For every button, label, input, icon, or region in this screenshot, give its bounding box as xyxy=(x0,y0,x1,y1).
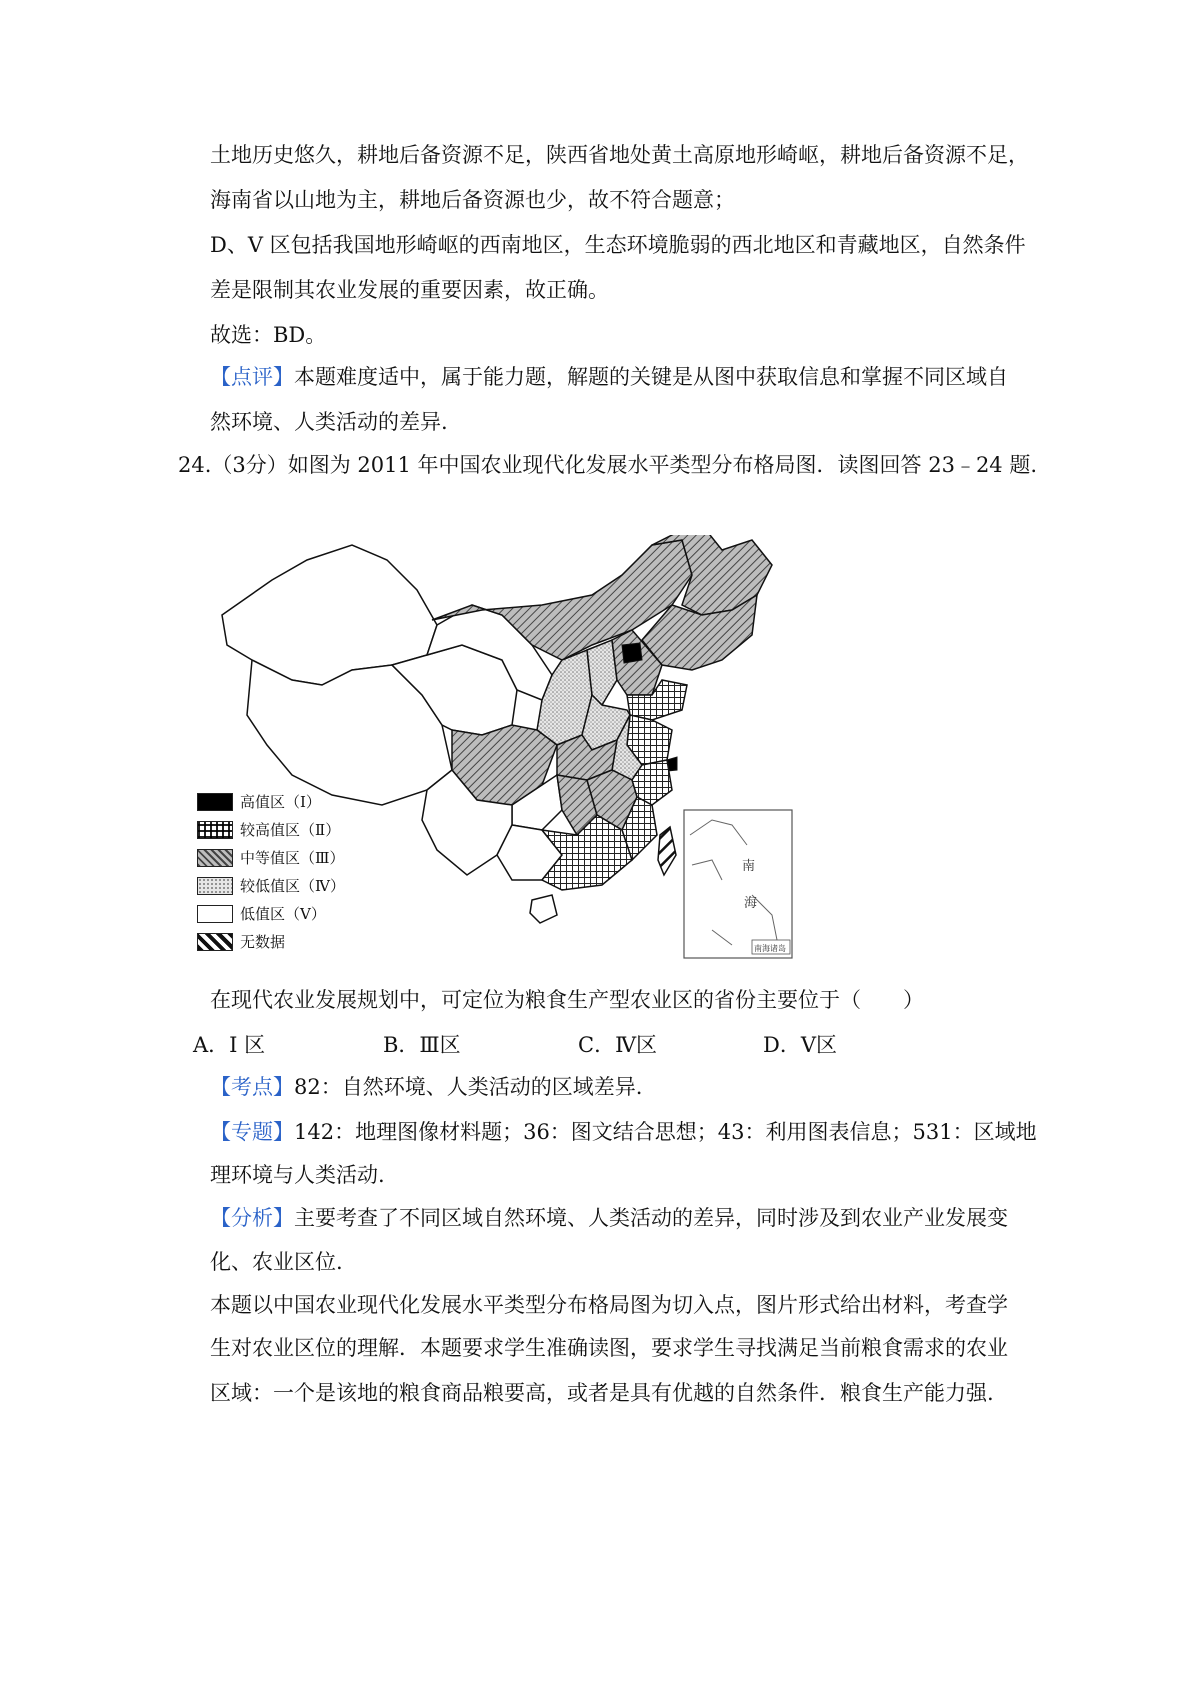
inset-label-sea2: 海 xyxy=(744,896,758,911)
review-line-2: 然环境、人类活动的差异. xyxy=(210,410,448,434)
analysis-body-line-3: 区域：一个是该地的粮食商品粮要高，或者是具有优越的自然条件．粮食生产能力强. xyxy=(210,1381,994,1405)
analysis-body-line-1: 本题以中国农业现代化发展水平类型分布格局图为切入点，图片形式给出材料，考查学 xyxy=(210,1293,1008,1317)
region-taiwan xyxy=(658,827,676,875)
legend-swatch-medium xyxy=(197,849,233,867)
option-a: A．I 区 xyxy=(193,1033,266,1057)
inset-label-sea1: 南 xyxy=(742,859,756,874)
prev-answer-line-2: 海南省以山地为主，耕地后备资源也少，故不符合题意； xyxy=(210,188,735,212)
inset-caption: 南海诸岛 xyxy=(754,944,786,953)
zhuanti-line-1 xyxy=(210,1117,1037,1147)
kaodian-line xyxy=(210,1072,642,1102)
option-c: C．Ⅳ区 xyxy=(578,1033,658,1057)
prev-answer-line-3: D、V 区包括我国地形崎岖的西南地区，生态环境脆弱的西北地区和青藏地区，自然条件 xyxy=(210,233,1026,257)
legend-swatch-no-data xyxy=(197,933,233,951)
question-stem: 在现代农业发展规划中，可定位为粮食生产型农业区的省份主要位于（ ） xyxy=(210,988,924,1012)
zhuanti-text: 142：地理图像材料题；36：图文结合思想；43：利用图表信息；531：区域地 xyxy=(294,1120,1037,1144)
legend-swatch-relatively-low xyxy=(197,877,233,895)
option-d: D．Ⅴ区 xyxy=(763,1033,838,1057)
legend-swatch-high xyxy=(197,793,233,811)
review-text: 本题难度适中，属于能力题，解题的关键是从图中获取信息和掌握不同区域自 xyxy=(294,365,1008,389)
kaodian-text: 82：自然环境、人类活动的区域差异. xyxy=(294,1075,643,1099)
review-tag: 【点评】 xyxy=(210,365,294,389)
prev-answer-choice: 故选：BD。 xyxy=(210,323,327,347)
legend-label-medium: 中等值区（Ⅲ） xyxy=(240,849,345,867)
prev-answer-line-4: 差是限制其农业发展的重要因素，故正确。 xyxy=(210,278,609,302)
legend-label-no-data: 无数据 xyxy=(240,933,286,951)
region-hainan xyxy=(530,895,557,923)
option-b: B．Ⅲ区 xyxy=(383,1033,461,1057)
legend-label-high: 高值区（Ⅰ） xyxy=(240,793,321,811)
legend-swatch-relatively-high xyxy=(197,821,233,839)
fenxi-text: 主要考查了不同区域自然环境、人类活动的差异，同时涉及到农业产业发展变 xyxy=(294,1206,1008,1230)
fenxi-line-2: 化、农业区位. xyxy=(210,1250,343,1274)
zhuanti-line-2: 理环境与人类活动. xyxy=(210,1163,385,1187)
analysis-body-line-2: 生对农业区位的理解．本题要求学生准确读图，要求学生寻找满足当前粮食需求的农业 xyxy=(210,1336,1008,1360)
kaodian-tag: 【考点】 xyxy=(210,1075,294,1099)
question-header: 24.（3分）如图为 2011 年中国农业现代化发展水平类型分布格局图．读图回答 23﹣24 题. xyxy=(178,453,1038,477)
legend-swatch-low xyxy=(197,905,233,923)
legend-label-low: 低值区（Ⅴ） xyxy=(240,905,326,923)
fenxi-line-1 xyxy=(210,1203,1008,1233)
legend-label-relatively-high: 较高值区（Ⅱ） xyxy=(240,821,341,839)
region-beijing xyxy=(622,643,642,663)
legend-label-relatively-low: 较低值区（Ⅳ） xyxy=(240,877,345,895)
prev-answer-line-1: 土地历史悠久，耕地后备资源不足，陕西省地处黄土高原地形崎岖，耕地后备资源不足， xyxy=(210,143,1029,167)
fenxi-tag: 【分析】 xyxy=(210,1206,294,1230)
review-line-1 xyxy=(210,362,1008,392)
zhuanti-tag: 【专题】 xyxy=(210,1120,294,1144)
